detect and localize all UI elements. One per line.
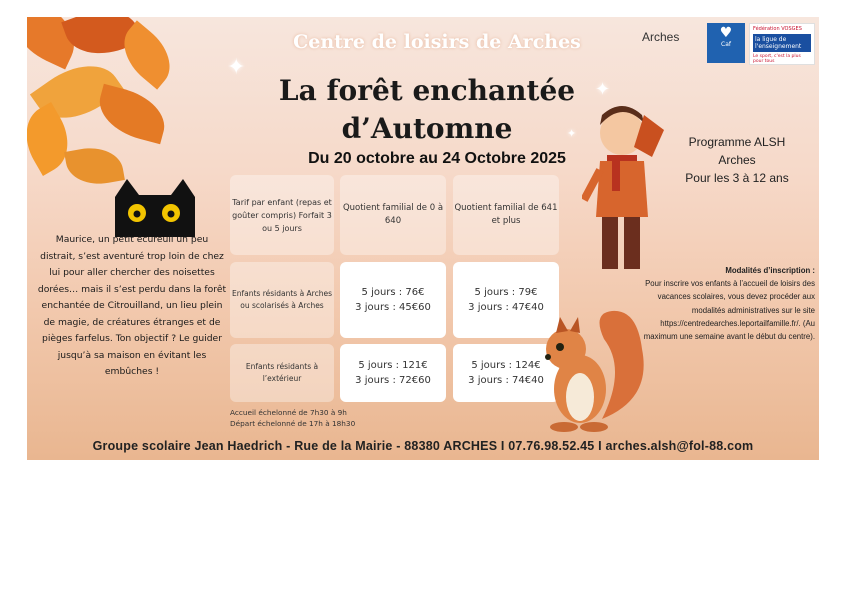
table-row2-label-text: Enfants résidants à l’extérieur (245, 362, 319, 383)
table-header-qf1 (340, 175, 446, 255)
accueil-line-1: Accueil échelonné de 7h30 à 9h (230, 408, 347, 417)
row1-qf1-line1: 5 jours : 76€ (361, 287, 425, 298)
boy-icon (582, 95, 672, 285)
event-dates: Du 20 octobre au 24 Octobre 2025 (308, 150, 566, 167)
story-text: Maurice, un petit écureuil un peu distrait, s’est aventuré trop loin de chez lui pour aller chercher des noisettes dorées… mais il s’est perdu dans la forêt enchantée de Citrouilland, un lieu plein de magie, de créatures étranges et de pièges farfelus. Ton objectif ? Le guider jusqu’à sa maison en évitant les embûches ! (37, 234, 227, 377)
leaf-icon (92, 84, 171, 145)
modalites-body: Pour inscrire vos enfants à l’accueil de loisirs des vacances scolaires, vous devez procéder aux modalités administratives sur le site https://centredearches.leportailfamille.fr/. (Au maximum une semaine avant le début du centre). (643, 279, 815, 342)
table-row1-qf1 (340, 262, 446, 338)
accueil-line-2: Départ échelonné de 17h à 18h30 (230, 419, 356, 428)
caf-logo-mark: ♥ (719, 25, 733, 41)
table-header-qf1-text: Quotient familial de 0 à 640 (342, 203, 444, 226)
sparkle-icon: ✦ (567, 127, 577, 140)
row1-qf2-line1: 5 jours : 79€ (474, 287, 538, 298)
page-title (217, 72, 637, 148)
ligue-logo-top: Fédération VOSGES (753, 26, 802, 32)
footer-contact: Groupe scolaire Jean Haedrich - Rue de la Mairie - 88380 ARCHES I 07.76.98.52.45 I arches.alsh@fol-88.com (92, 439, 754, 453)
title-line-1: La forêt enchantée (278, 74, 576, 107)
ligue-enseignement-logo (749, 23, 815, 65)
organizer-header: Centre de loisirs de Arches (293, 31, 581, 53)
modalites-inscription (625, 264, 815, 343)
sparkle-icon: ✦ (595, 79, 611, 100)
table-row1-label-text: Enfants résidants à Arches ou scolarisés à Arches (231, 289, 332, 310)
row1-qf1-line2: 3 jours : 45€60 (355, 302, 431, 313)
caf-logo-text: Caf (721, 41, 731, 48)
title-line-2: d’Automne (341, 112, 513, 145)
row2-qf1-line1: 5 jours : 121€ (358, 360, 428, 371)
program-line-2: Arches (718, 153, 756, 167)
row2-qf2-line2: 3 jours : 74€40 (468, 375, 544, 386)
program-line-3: Pour les 3 à 12 ans (685, 171, 789, 185)
row1-qf2-line2: 3 jours : 47€40 (468, 302, 544, 313)
table-row2-label (230, 344, 334, 402)
row2-qf2-line1: 5 jours : 124€ (471, 360, 541, 371)
program-info (667, 133, 807, 187)
table-header-qf2-text: Quotient familial de 641 et plus (454, 203, 558, 226)
row2-qf1-line2: 3 jours : 72€60 (355, 375, 431, 386)
modalites-title: Modalités d’inscription : (725, 266, 815, 275)
accueil-schedule (230, 407, 430, 429)
table-row1-label (230, 262, 334, 338)
table-row2-qf1 (340, 344, 446, 402)
flyer (27, 17, 819, 460)
program-line-1: Programme ALSH (688, 135, 786, 149)
cat-icon (107, 177, 207, 237)
table-header-tarif (230, 175, 334, 255)
caf-logo (707, 23, 745, 63)
ligue-logo-sub: Le sport, c'est la plus pour tous (753, 54, 801, 64)
table-header-tarif-text: Tarif par enfant (repas et goûter compris) Forfait 3 ou 5 jours (232, 197, 332, 233)
sparkle-icon: ✦ (227, 55, 246, 80)
arches-logo: Arches (642, 30, 680, 44)
table-header-qf2 (453, 175, 559, 255)
ligue-logo-main: la ligue de l'enseignement (753, 34, 811, 52)
